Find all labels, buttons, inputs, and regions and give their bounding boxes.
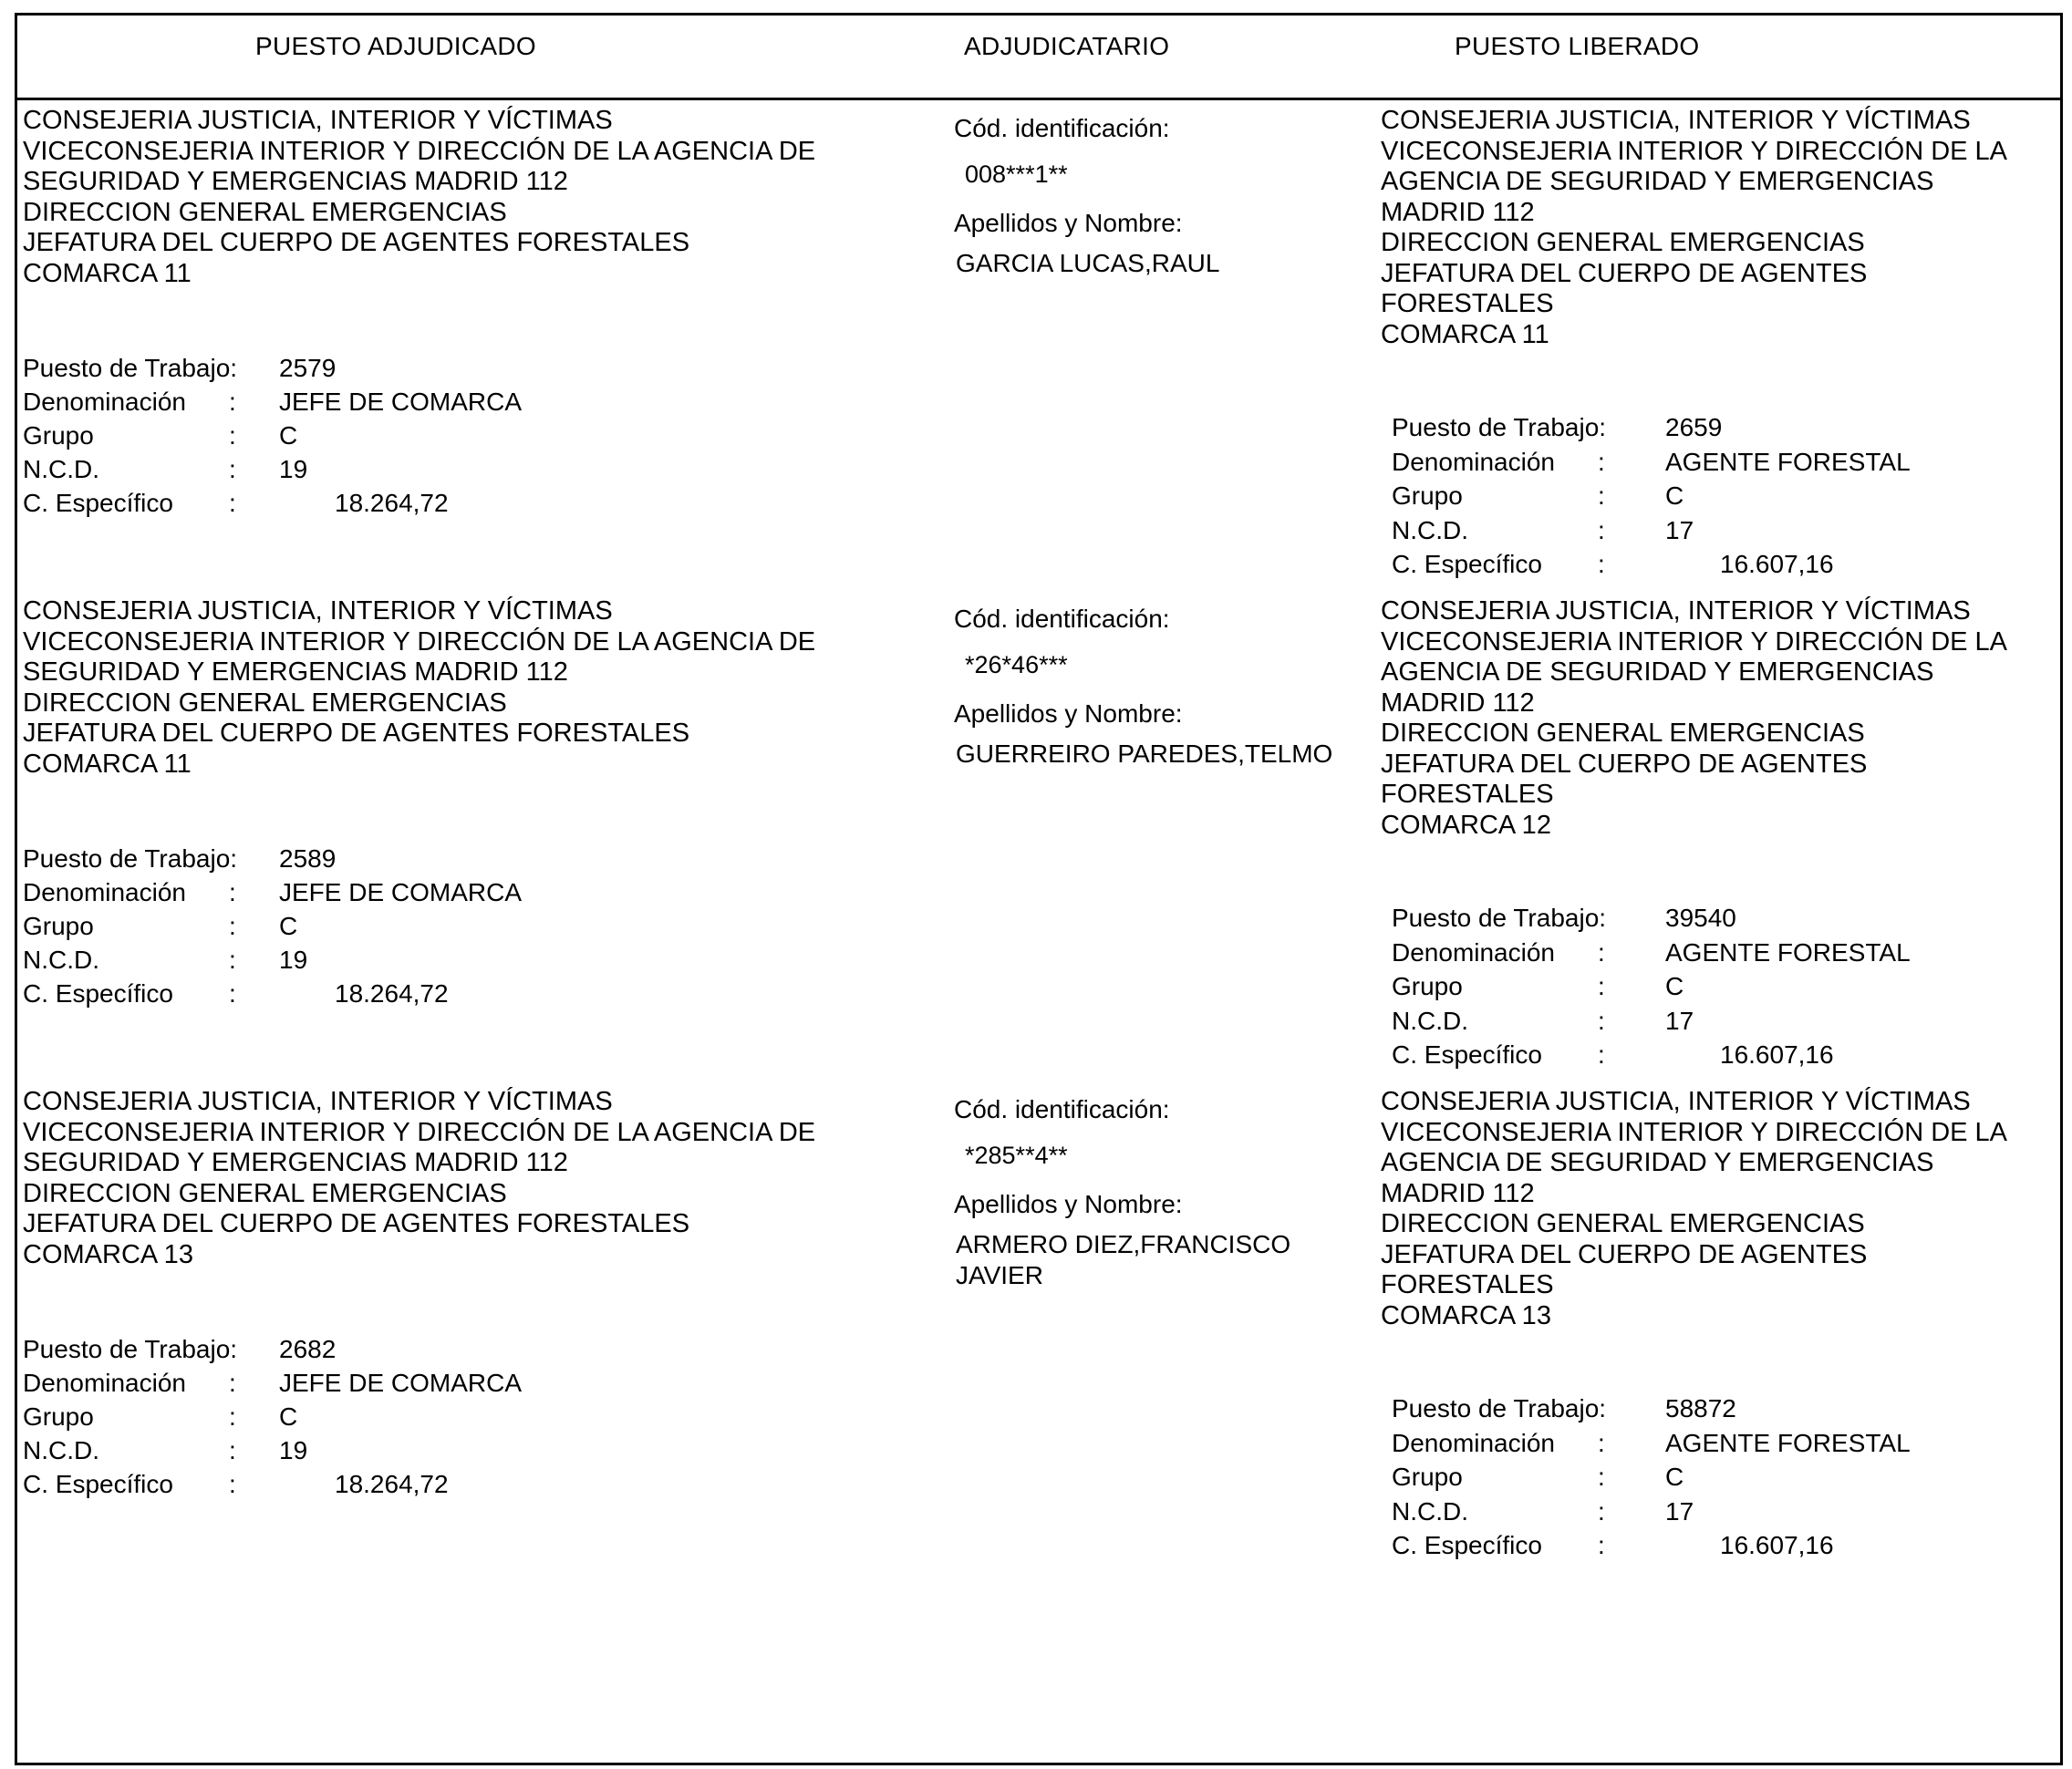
entry-3-liberado-ncd-row <box>1392 1495 1902 1529</box>
entry-1-liberado-ncd-value: 17 <box>1665 515 1694 544</box>
entry-2-adjudicado-c_especifico-label: C. Específico <box>23 979 173 1008</box>
entry-2-adjudicado-fields <box>23 842 534 1010</box>
entry-2-liberado-denominacion-value: AGENTE FORESTAL <box>1665 937 1911 967</box>
entry-3-adjudicado-puesto-row <box>23 1332 534 1366</box>
entry-2-liberado-ncd-colon: : <box>1598 1006 1605 1035</box>
entry-3-liberado-denominacion-value: AGENTE FORESTAL <box>1665 1428 1911 1457</box>
entry-3-adjudicado-fields <box>23 1332 534 1501</box>
entry-3-adjudicado-c_especifico-colon: : <box>229 1470 236 1498</box>
entry-1-liberado-c_especifico-colon: : <box>1598 550 1605 578</box>
entry-3-nombre-label: Apellidos y Nombre: <box>954 1190 1183 1218</box>
entry-2-cod-value: *26*46*** <box>965 651 1068 678</box>
entry-2-liberado-grupo-label: Grupo <box>1392 972 1463 1000</box>
entry-2-adjudicado-grupo-row <box>23 909 534 943</box>
entry-3-liberado-denominacion-label: Denominación <box>1392 1428 1555 1457</box>
entry-3-liberado-c_especifico-colon: : <box>1598 1531 1605 1559</box>
entry-1-liberado-ncd-row <box>1392 513 1902 548</box>
entry-1-liberado-denominacion-label: Denominación <box>1392 447 1555 476</box>
entry-2-adjudicado-denominacion-label: Denominación <box>23 878 186 906</box>
entry-3-liberado-c_especifico-row <box>1392 1528 1902 1563</box>
entry-3-liberado-puesto-label: Puesto de Trabajo: <box>1392 1394 1607 1422</box>
entry-3-adjudicado-grupo-colon: : <box>229 1402 236 1431</box>
entry-3-adjudicado-ncd-value: 19 <box>279 1436 308 1464</box>
entry-2-adjudicado-c_especifico-row <box>23 977 534 1010</box>
entry-2-liberado-puesto-label: Puesto de Trabajo: <box>1392 904 1607 932</box>
entry-2-liberado-puesto-row <box>1392 901 1902 936</box>
entry-3-adjudicado-denominacion-label: Denominación <box>23 1369 186 1397</box>
entry-2-liberado-c_especifico-colon: : <box>1598 1040 1605 1069</box>
entry-2-liberado-c_especifico-value: 16.607,16 <box>1720 1040 1834 1069</box>
entry-1-nombre-label: Apellidos y Nombre: <box>954 209 1183 237</box>
entry-1-liberado-puesto-value: 2659 <box>1665 413 1723 441</box>
entry-1-liberado-grupo-label: Grupo <box>1392 481 1463 510</box>
entry-2-adjudicado-c_especifico-colon: : <box>229 979 236 1008</box>
entry-1-adjudicado-ncd-label: N.C.D. <box>23 455 99 483</box>
entry-3-adjudicado-puesto-label: Puesto de Trabajo: <box>23 1335 238 1363</box>
entry-1-adjudicado-puesto-label: Puesto de Trabajo: <box>23 354 238 382</box>
entry-3-adjudicado-grupo-value: C <box>279 1402 298 1431</box>
entry-2-liberado-denominacion-label: Denominación <box>1392 937 1555 967</box>
entry-1-adjudicado-c_especifico-label: C. Específico <box>23 489 173 517</box>
entry-2-liberado-ncd-value: 17 <box>1665 1006 1694 1035</box>
entry-1-adjudicado-grupo-colon: : <box>229 421 236 450</box>
entry-3-adjudicado-c_especifico-value: 18.264,72 <box>335 1470 449 1498</box>
entry-2-adjudicado-unit: CONSEJERIA JUSTICIA, INTERIOR Y VÍCTIMAS VICECONSEJERIA INTERIOR Y DIRECCIÓN DE LA AGENCIA DE SEGURIDAD Y EMERGENCIAS MADRID 112 DIRECCION GENERAL EMERGENCIAS JEFATURA DEL CUERPO DE AGENTES FORESTALES COMARCA 11 <box>23 596 816 779</box>
entry-1-adjudicado-puesto-value: 2579 <box>279 354 337 382</box>
entry-3-liberado-c_especifico-value: 16.607,16 <box>1720 1531 1834 1559</box>
entry-1-cod-label: Cód. identificación: <box>954 114 1170 142</box>
entry-2-adjudicado-ncd-value: 19 <box>279 946 308 974</box>
entry-1-adjudicado-denominacion-value: JEFE DE COMARCA <box>279 388 523 416</box>
entry-2-nombre-label: Apellidos y Nombre: <box>954 699 1183 728</box>
entry-1-adjudicado-denominacion-label: Denominación <box>23 388 186 416</box>
entry-1-liberado-denominacion-value: AGENTE FORESTAL <box>1665 447 1911 476</box>
entry-1-liberado-ncd-colon: : <box>1598 515 1605 544</box>
entry-3-adjudicado-unit: CONSEJERIA JUSTICIA, INTERIOR Y VÍCTIMAS VICECONSEJERIA INTERIOR Y DIRECCIÓN DE LA AGENCIA DE SEGURIDAD Y EMERGENCIAS MADRID 112 DIRECCION GENERAL EMERGENCIAS JEFATURA DEL CUERPO DE AGENTES FORESTALES COMARCA 13 <box>23 1087 816 1269</box>
entry-2-liberado-grupo-colon: : <box>1598 972 1605 1000</box>
entry-3-liberado-puesto-value: 58872 <box>1665 1394 1736 1422</box>
header-puesto-liberado: PUESTO LIBERADO <box>1455 32 1700 60</box>
entry-1-adjudicado-grupo-label: Grupo <box>23 421 94 450</box>
header-divider <box>15 98 2063 100</box>
entry-2-liberado-unit: CONSEJERIA JUSTICIA, INTERIOR Y VÍCTIMAS VICECONSEJERIA INTERIOR Y DIRECCIÓN DE LA AGENCIA DE SEGURIDAD Y EMERGENCIAS MADRID 112 DIRECCION GENERAL EMERGENCIAS JEFATURA DEL CUERPO DE AGENTES FORESTALES COMARCA 12 <box>1381 596 2008 840</box>
entry-2-adjudicado-puesto-value: 2589 <box>279 844 337 873</box>
entry-1-liberado-c_especifico-label: C. Específico <box>1392 550 1542 578</box>
entry-1-liberado-denominacion-colon: : <box>1598 447 1605 476</box>
entry-1-adjudicado-ncd-colon: : <box>229 455 236 483</box>
header-adjudicatario: ADJUDICATARIO <box>964 32 1170 60</box>
entry-1-liberado-c_especifico-row <box>1392 547 1902 582</box>
entry-2-cod-label: Cód. identificación: <box>954 605 1170 633</box>
entry-1-adjudicado-fields <box>23 351 534 520</box>
entry-1-liberado-grupo-colon: : <box>1598 481 1605 510</box>
entry-1-adjudicado-ncd-row <box>23 452 534 486</box>
entry-1-adjudicado-c_especifico-colon: : <box>229 489 236 517</box>
entry-3-liberado-ncd-label: N.C.D. <box>1392 1496 1468 1526</box>
entry-2-adjudicado-ncd-label: N.C.D. <box>23 946 99 974</box>
entry-1-liberado-fields <box>1392 410 1911 582</box>
entry-2-liberado-ncd-label: N.C.D. <box>1392 1006 1468 1035</box>
entry-1-liberado-c_especifico-value: 16.607,16 <box>1720 550 1834 578</box>
entry-2-adjudicado-grupo-colon: : <box>229 912 236 940</box>
entry-3-liberado-grupo-row <box>1392 1460 1902 1495</box>
entry-1-liberado-grupo-row <box>1392 479 1902 513</box>
entry-2-liberado-puesto-value: 39540 <box>1665 904 1736 932</box>
entry-2-liberado-c_especifico-label: C. Específico <box>1392 1040 1542 1069</box>
entry-1-adjudicado-c_especifico-value: 18.264,72 <box>335 489 449 517</box>
entry-3-liberado-puesto-row <box>1392 1391 1902 1426</box>
entry-1-adjudicado-denominacion-colon: : <box>229 388 236 416</box>
entry-2-adjudicado-puesto-row <box>23 842 534 875</box>
entry-3-liberado-grupo-value: C <box>1665 1463 1684 1491</box>
entry-3-liberado-denominacion-row <box>1392 1426 1911 1461</box>
entry-2-liberado-fields <box>1392 901 1911 1072</box>
entry-2-adjudicado-grupo-label: Grupo <box>23 912 94 940</box>
entry-2-adjudicado-puesto-label: Puesto de Trabajo: <box>23 844 238 873</box>
entry-3-liberado-grupo-label: Grupo <box>1392 1463 1463 1491</box>
entry-3-adjudicado-puesto-value: 2682 <box>279 1335 337 1363</box>
entry-1-liberado-denominacion-row <box>1392 445 1911 480</box>
entry-2-adjudicado-denominacion-colon: : <box>229 878 236 906</box>
entry-3-adjudicado-ncd-row <box>23 1433 534 1467</box>
entry-1-adjudicado-puesto-row <box>23 351 534 385</box>
entry-2-adjudicado-ncd-colon: : <box>229 946 236 974</box>
entry-2-adjudicado-denominacion-row <box>23 875 534 909</box>
entry-3-adjudicado-ncd-colon: : <box>229 1436 236 1464</box>
entry-2-adjudicado-grupo-value: C <box>279 912 298 940</box>
entry-3-liberado-ncd-value: 17 <box>1665 1496 1694 1526</box>
entry-1-adjudicado-ncd-value: 19 <box>279 455 308 483</box>
entry-2-liberado-grupo-row <box>1392 969 1902 1004</box>
entry-3-liberado-fields <box>1392 1391 1911 1563</box>
entry-3-adjudicado-ncd-label: N.C.D. <box>23 1436 99 1464</box>
entry-3-adjudicado-denominacion-value: JEFE DE COMARCA <box>279 1369 523 1397</box>
entry-2-liberado-ncd-row <box>1392 1004 1902 1039</box>
entry-3-cod-value: *285**4** <box>965 1142 1068 1169</box>
entry-3-adjudicado-grupo-row <box>23 1400 534 1433</box>
entry-3-liberado-ncd-colon: : <box>1598 1496 1605 1526</box>
entry-1-liberado-ncd-label: N.C.D. <box>1392 515 1468 544</box>
entry-3-adjudicado-denominacion-row <box>23 1366 534 1400</box>
entry-2-liberado-c_especifico-row <box>1392 1038 1902 1072</box>
entry-3-liberado-unit: CONSEJERIA JUSTICIA, INTERIOR Y VÍCTIMAS VICECONSEJERIA INTERIOR Y DIRECCIÓN DE LA AGENCIA DE SEGURIDAD Y EMERGENCIAS MADRID 112 DIRECCION GENERAL EMERGENCIAS JEFATURA DEL CUERPO DE AGENTES FORESTALES COMARCA 13 <box>1381 1087 2008 1330</box>
entry-3-nombre-value: ARMERO DIEZ,FRANCISCO JAVIER <box>956 1230 1291 1289</box>
entry-1-nombre-value: GARCIA LUCAS,RAUL <box>956 249 1220 277</box>
entry-1-liberado-puesto-row <box>1392 410 1902 445</box>
entry-3-adjudicado-grupo-label: Grupo <box>23 1402 94 1431</box>
entry-2-liberado-denominacion-colon: : <box>1598 937 1605 967</box>
entry-1-liberado-puesto-label: Puesto de Trabajo: <box>1392 413 1607 441</box>
entry-1-adjudicado-unit: CONSEJERIA JUSTICIA, INTERIOR Y VÍCTIMAS VICECONSEJERIA INTERIOR Y DIRECCIÓN DE LA AGENCIA DE SEGURIDAD Y EMERGENCIAS MADRID 112 DIRECCION GENERAL EMERGENCIAS JEFATURA DEL CUERPO DE AGENTES FORESTALES COMARCA 11 <box>23 106 816 288</box>
entry-3-liberado-grupo-colon: : <box>1598 1463 1605 1491</box>
entry-2-nombre-value: GUERREIRO PAREDES,TELMO <box>956 740 1333 768</box>
entry-1-adjudicado-grupo-row <box>23 419 534 452</box>
entry-3-adjudicado-denominacion-colon: : <box>229 1369 236 1397</box>
entry-1-liberado-unit: CONSEJERIA JUSTICIA, INTERIOR Y VÍCTIMAS VICECONSEJERIA INTERIOR Y DIRECCIÓN DE LA AGENCIA DE SEGURIDAD Y EMERGENCIAS MADRID 112 DIRECCION GENERAL EMERGENCIAS JEFATURA DEL CUERPO DE AGENTES FORESTALES COMARCA 11 <box>1381 106 2008 349</box>
entry-3-liberado-c_especifico-label: C. Específico <box>1392 1531 1542 1559</box>
entry-1-liberado-grupo-value: C <box>1665 481 1684 510</box>
entry-1-adjudicado-grupo-value: C <box>279 421 298 450</box>
entry-1-adjudicado-denominacion-row <box>23 385 534 419</box>
entry-2-adjudicado-c_especifico-value: 18.264,72 <box>335 979 449 1008</box>
entry-3-cod-label: Cód. identificación: <box>954 1095 1170 1123</box>
entry-2-adjudicado-denominacion-value: JEFE DE COMARCA <box>279 878 523 906</box>
header-puesto-adjudicado: PUESTO ADJUDICADO <box>255 32 536 60</box>
entry-3-adjudicado-c_especifico-row <box>23 1467 534 1501</box>
entry-2-adjudicado-ncd-row <box>23 943 534 977</box>
entry-3-liberado-denominacion-colon: : <box>1598 1428 1605 1457</box>
entry-1-adjudicado-c_especifico-row <box>23 486 534 520</box>
entry-2-liberado-denominacion-row <box>1392 936 1911 970</box>
entry-2-liberado-grupo-value: C <box>1665 972 1684 1000</box>
entry-1-cod-value: 008***1** <box>965 160 1068 188</box>
entry-3-adjudicado-c_especifico-label: C. Específico <box>23 1470 173 1498</box>
